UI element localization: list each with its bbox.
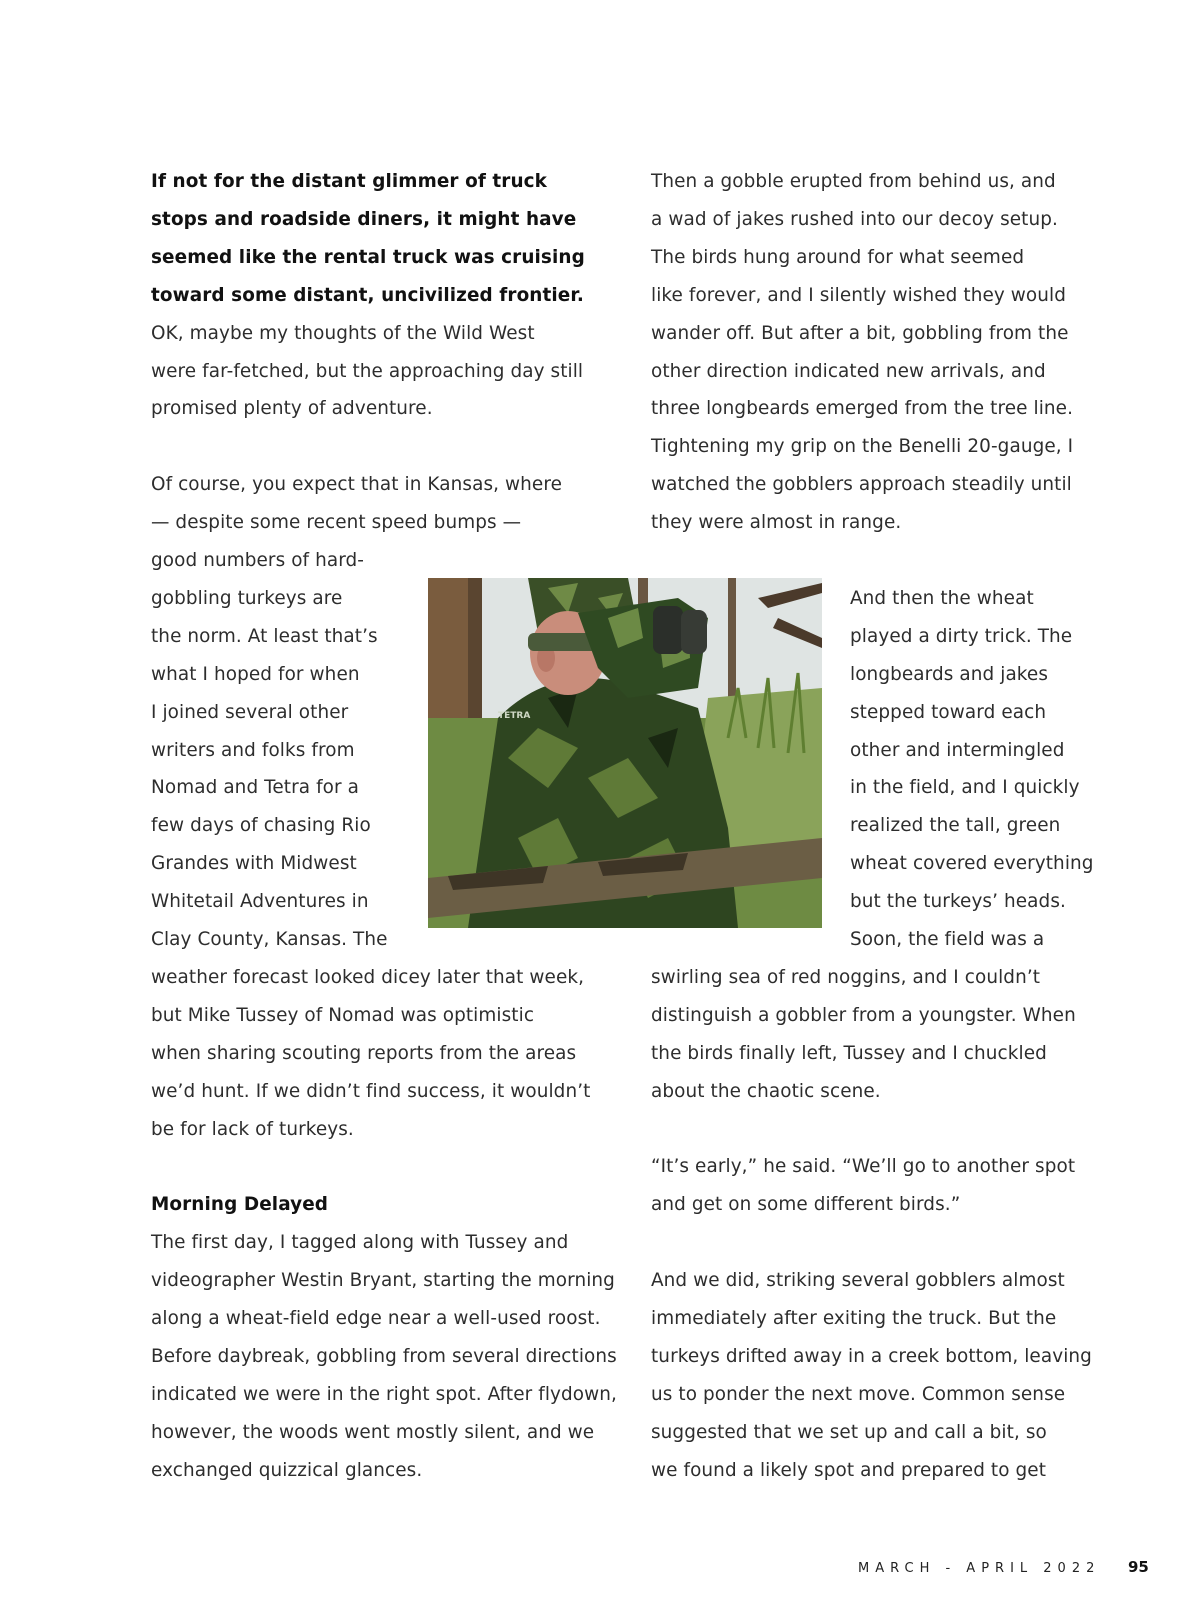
body-line: distinguish a gobbler from a youngster. When [651,1004,1076,1026]
body-line: other and intermingled [850,739,1065,761]
subhead: Morning Delayed [151,1194,329,1216]
body-line: watched the gobblers approach steadily until [651,474,1072,496]
body-line: exchanged quizzical glances. [151,1459,423,1481]
body-line: we found a likely spot and prepared to get [651,1459,1047,1481]
body-line: stepped toward each [850,701,1047,723]
body-line: Soon, the field was a [850,929,1045,950]
body-line: videographer Westin Bryant, starting the morning [151,1270,615,1292]
body-line: indicated we were in the right spot. After flydown, [151,1383,617,1405]
body-line: few days of chasing Rio [151,815,371,837]
lead-line: OK, maybe my thoughts of the Wild West [151,322,535,344]
body-line: suggested that we set up and call a bit, so [651,1421,1047,1443]
body-line: wheat covered everything [850,853,1094,875]
body-line: three longbeards emerged from the tree line. [651,398,1074,420]
body-line: be for lack of turkeys. [151,1118,354,1140]
body-line: Clay County, Kansas. The [151,929,388,950]
body-line: we’d hunt. If we didn’t find success, it wouldn’t [151,1080,591,1102]
body-line: The first day, I tagged along with Tussey and [151,1232,569,1254]
body-line: like forever, and I silently wished they would [651,284,1067,306]
body-line: Then a gobble erupted from behind us, and [651,171,1056,192]
body-line: when sharing scouting reports from the areas [151,1042,577,1064]
body-line: gobbling turkeys are [151,587,343,609]
body-line: And we did, striking several gobblers almost [651,1270,1065,1292]
body-line: realized the tall, green [850,815,1061,837]
body-line: writers and folks from [151,739,355,761]
body-line: “It’s early,” he said. “We’ll go to another spot [651,1156,1076,1178]
body-line: — despite some recent speed bumps — [151,512,522,534]
body-line: but the turkeys’ heads. [850,891,1066,913]
body-line: a wad of jakes rushed into our decoy setup. [651,208,1058,230]
photo-hat-text: TETRA [498,711,531,721]
body-line: other direction indicated new arrivals, and [651,360,1046,382]
body-line: Tightening my grip on the Benelli 20-gauge, I [651,436,1074,458]
body-line: what I hoped for when [151,663,360,685]
body-line: the norm. At least that’s [151,625,378,647]
body-line: in the field, and I quickly [850,777,1080,799]
body-line: Of course, you expect that in Kansas, where [151,474,563,496]
body-line: immediately after exiting the truck. But the [651,1308,1057,1329]
body-line: I joined several other [151,701,349,723]
body-line: Grandes with Midwest [151,853,357,875]
lead-bold-line: toward some distant, uncivilized frontier. [151,284,585,306]
body-line: And then the wheat [850,587,1034,609]
body-line: about the chaotic scene. [651,1080,881,1102]
lead-line: were far-fetched, but the approaching day still [151,360,584,382]
footer-issue-date: MARCH - APRIL 2022 [858,1561,1101,1576]
lead-bold-line: seemed like the rental truck was cruising [151,246,585,268]
body-line: Before daybreak, gobbling from several directions [151,1345,617,1367]
body-line: Nomad and Tetra for a [151,777,359,799]
body-line: swirling sea of red noggins, and I couldn’t [651,966,1041,988]
lead-bold-line: stops and roadside diners, it might have [151,208,577,230]
body-line: weather forecast looked dicey later that week, [151,966,585,988]
lead-bold-line: If not for the distant glimmer of truck [151,171,548,192]
body-line: they were almost in range. [651,512,902,534]
lead-line: promised plenty of adventure. [151,398,433,420]
body-line: however, the woods went mostly silent, and we [151,1421,595,1443]
body-line: along a wheat-field edge near a well-used roost. [151,1308,601,1329]
article-photo [428,578,822,928]
body-line: Whitetail Adventures in [151,891,369,913]
footer-page-number: 95 [1128,1558,1149,1576]
body-line: and get on some different birds.” [651,1194,961,1216]
body-line: turkeys drifted away in a creek bottom, leaving [651,1345,1092,1367]
body-line: played a dirty trick. The [850,625,1073,647]
body-line: The birds hung around for what seemed [651,246,1025,268]
body-line: good numbers of hard- [151,550,365,571]
body-line: wander off. But after a bit, gobbling from the [651,322,1069,344]
body-line: us to ponder the next move. Common sense [651,1383,1066,1405]
body-line: but Mike Tussey of Nomad was optimistic [151,1004,535,1026]
body-line: longbeards and jakes [850,663,1049,685]
body-line: the birds finally left, Tussey and I chuckled [651,1042,1047,1064]
